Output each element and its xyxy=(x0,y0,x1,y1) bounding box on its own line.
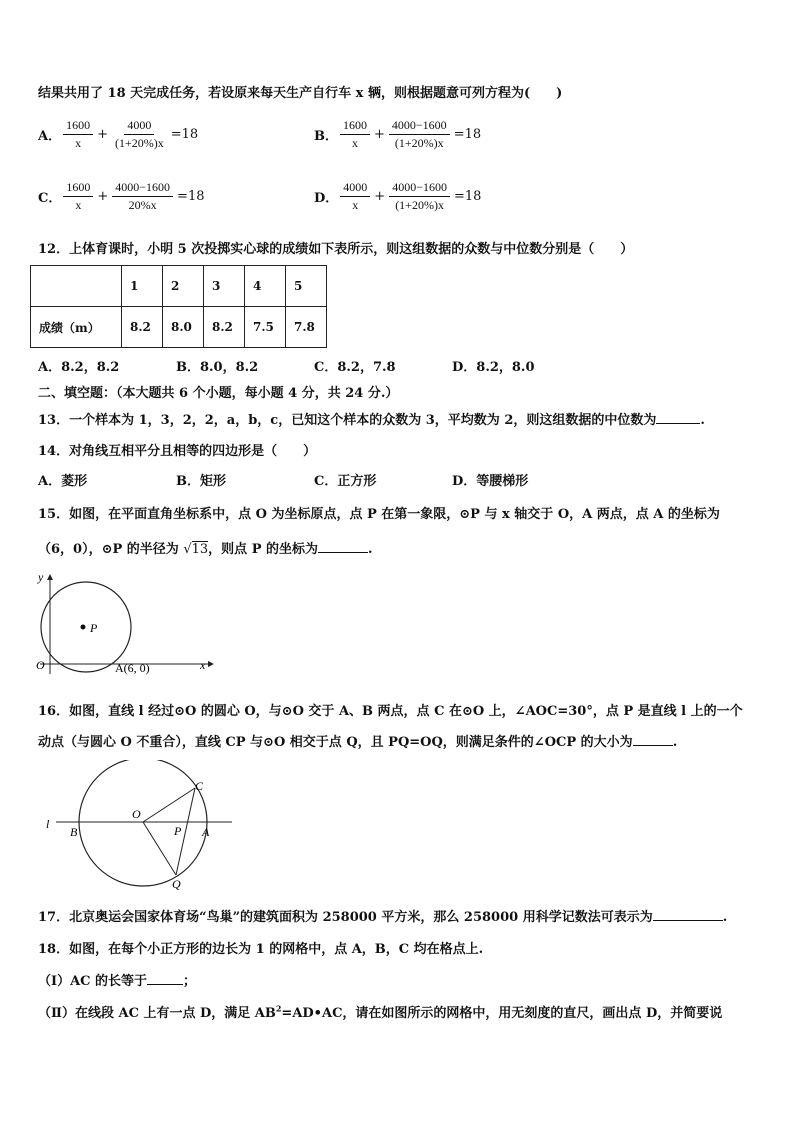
label-a: A xyxy=(202,825,210,839)
q13-text: 13．一个样本为 1，3，2，2，a，b，c，已知这个样本的众数为 3，平均数为 2，则这组数据的中位数为 xyxy=(38,413,657,428)
fraction: $\frac{1600}{x}$ xyxy=(63,118,93,151)
label-o: O xyxy=(132,807,141,821)
table-cell: 2 xyxy=(163,266,204,307)
circle-p xyxy=(41,582,131,672)
q11-option-a[interactable]: A． $\frac{1600}{x}$ + $\frac{4000}{(1+20\%)x}$ =18 xyxy=(38,118,199,150)
option-label: B． xyxy=(314,129,338,144)
segment-oq xyxy=(143,822,176,875)
option-label: C． xyxy=(38,191,62,206)
q16-line2: 动点（与圆心 O 不重合），直线 CP 与⊙O 相交于点 Q，且 PQ=OQ，则满足条件的∠OCP 的大小为 . xyxy=(38,735,678,750)
table-row xyxy=(31,266,327,307)
q12-option-d[interactable]: D．8.2，8.0 xyxy=(452,360,535,375)
fraction: $\frac{4000}{x}$ xyxy=(340,180,370,213)
q12-option-b[interactable]: B．8.0，8.2 xyxy=(176,360,259,375)
option-label: D． xyxy=(314,191,339,206)
fraction: $\frac{1600}{x}$ xyxy=(63,180,93,213)
label-p: P xyxy=(174,824,182,838)
q13-line: 13．一个样本为 1，3，2，2，a，b，c，已知这个样本的众数为 3，平均数为 2，则这组数据的中位数为 . xyxy=(38,413,705,428)
q11-option-d[interactable]: D． $\frac{4000}{x}$ + $\frac{4000-1600}{(1+20\%)x}$ =18 xyxy=(314,180,482,212)
table-cell: 8.2 xyxy=(204,307,245,348)
section-heading: 二、填空题：（本大题共 6 个小题，每小题 4 分，共 24 分.） xyxy=(38,386,399,401)
segment-oc xyxy=(143,788,195,822)
q12-stem: 12．上体育课时，小明 5 次投掷实心球的成绩如下表所示，则这组数据的众数与中位数分别是（ ） xyxy=(38,242,634,257)
q18-stem: 18．如图，在每个小正方形的边长为 1 的网格中，点 A，B，C 均在格点上. xyxy=(38,942,484,957)
label-p: P xyxy=(90,621,98,635)
table-cell xyxy=(31,266,122,307)
q18-part1: （Ⅰ）AC 的长等于 ； xyxy=(38,974,197,989)
sqrt-sign: √ xyxy=(183,542,192,557)
label-o: O xyxy=(36,658,45,672)
label-q: Q xyxy=(172,877,181,891)
table-row xyxy=(31,307,327,348)
q15-line1: 15．如图，在平面直角坐标系中，点 O 为坐标原点，点 P 在第一象限，⊙P 与 x 轴交于 O，A 两点，点 A 的坐标为 xyxy=(38,507,720,522)
fraction: $\frac{4000}{(1+20\%)x}$ xyxy=(115,118,164,150)
label-x: x xyxy=(200,658,206,672)
q17-line: 17．北京奥运会国家体育场“鸟巢”的建筑面积为 258000 平方米，那么 258000 用科学记数法可表示为 . xyxy=(38,910,728,925)
q14-option-c[interactable]: C．正方形 xyxy=(314,474,377,489)
q16-figure xyxy=(42,760,242,892)
table-cell: 7.5 xyxy=(245,307,286,348)
q14-option-a[interactable]: A．菱形 xyxy=(38,474,88,489)
q12-score-table xyxy=(30,265,327,348)
point-p xyxy=(81,625,86,630)
table-cell: 1 xyxy=(122,266,163,307)
table-row-label: 成绩（m） xyxy=(31,307,122,348)
q15-figure xyxy=(30,568,220,678)
sqrt-radicand: 13 xyxy=(191,542,209,557)
q13-answer-blank[interactable] xyxy=(656,411,700,424)
fraction: $\frac{1600}{x}$ xyxy=(340,118,370,151)
x-axis-arrow xyxy=(208,661,214,667)
label-b: B xyxy=(70,825,78,839)
q16-line1: 16．如图，直线 l 经过⊙O 的圆心 O，与⊙O 交于 A、B 两点，点 C 在⊙O 上，∠AOC=30°，点 P 是直线 l 上的一个 xyxy=(38,704,743,719)
q12-option-c[interactable]: C．8.2，7.8 xyxy=(314,360,396,375)
q14-stem: 14．对角线互相平分且相等的四边形是（ ） xyxy=(38,444,317,459)
q11-option-b[interactable]: B． $\frac{1600}{x}$ + $\frac{4000-1600}{(1+20\%)x}$ =18 xyxy=(314,118,482,150)
fraction: $\frac{4000-1600}{(1+20\%)x}$ xyxy=(389,118,450,151)
q14-option-d[interactable]: D．等腰梯形 xyxy=(452,474,529,489)
option-label: A． xyxy=(38,129,62,144)
table-cell: 8.2 xyxy=(122,307,163,348)
fraction: $\frac{4000-1600}{20\%x}$ xyxy=(112,180,173,213)
table-cell: 7.8 xyxy=(286,307,327,348)
table-cell: 5 xyxy=(286,266,327,307)
label-c: C xyxy=(195,779,204,793)
q14-option-b[interactable]: B．矩形 xyxy=(176,474,226,489)
q12-option-a[interactable]: A．8.2，8.2 xyxy=(38,360,120,375)
label-l: l xyxy=(46,817,50,831)
q18-answer-blank[interactable] xyxy=(147,972,183,985)
y-axis-arrow xyxy=(47,574,53,580)
q18-part2: （Ⅱ）在线段 AC 上有一点 D，满足 $AB^2=AD•AC$，请在如图所示的网格中，用无刻度的直尺，画出点 D，并简要说 xyxy=(38,1003,723,1021)
label-a: A(6, 0) xyxy=(115,661,150,675)
q15-answer-blank[interactable] xyxy=(318,540,368,553)
q11-option-c[interactable]: C． $\frac{1600}{x}$ + $\frac{4000-1600}{20\%x}$ =18 xyxy=(38,180,205,212)
q11-stem: 结果共用了 18 天完成任务，若设原来每天生产自行车 x 辆，则根据题意可列方程为( ) xyxy=(38,86,563,101)
fraction: $\frac{4000-1600}{(1+20\%)x}$ xyxy=(389,180,450,213)
table-cell: 8.0 xyxy=(163,307,204,348)
table-cell: 4 xyxy=(245,266,286,307)
q17-answer-blank[interactable] xyxy=(653,908,723,921)
table-cell: 3 xyxy=(204,266,245,307)
label-y: y xyxy=(38,570,44,584)
q16-answer-blank[interactable] xyxy=(633,733,673,746)
q15-line2: （6，0），⊙P 的半径为 √13，则点 P 的坐标为 . xyxy=(38,542,373,557)
